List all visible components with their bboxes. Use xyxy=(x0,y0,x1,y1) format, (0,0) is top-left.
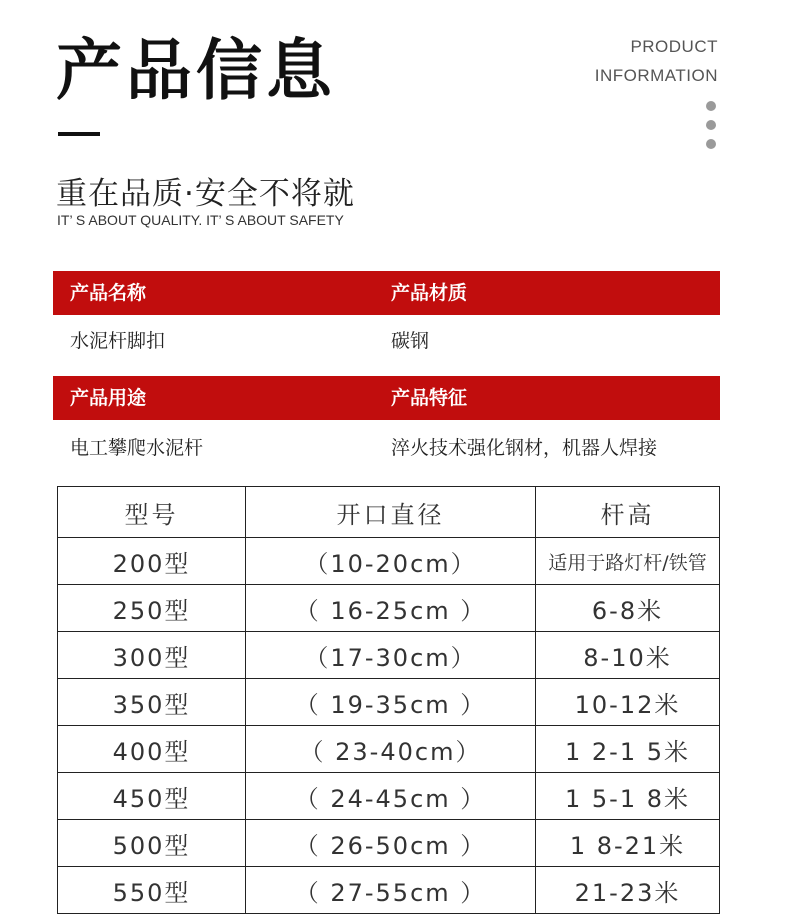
product-feature-label: 产品特征 xyxy=(391,387,468,409)
opening-diameter-cell: （ 16-25cm ） xyxy=(246,585,536,632)
title-underline-dash xyxy=(58,132,100,136)
english-title xyxy=(595,32,718,90)
model-cell: 550型 xyxy=(58,867,246,914)
vertical-dots-icon xyxy=(706,101,718,158)
opening-diameter-cell: （ 23-40cm） xyxy=(246,726,536,773)
info-header-bar-1 xyxy=(53,271,720,315)
product-usage-label: 产品用途 xyxy=(70,387,147,409)
model-cell: 400型 xyxy=(58,726,246,773)
product-usage-value: 电工攀爬水泥杆 xyxy=(70,437,204,459)
table-row xyxy=(58,820,720,867)
info-header-bar-2 xyxy=(53,376,720,420)
table-row xyxy=(58,679,720,726)
model-cell: 500型 xyxy=(58,820,246,867)
dot xyxy=(706,101,716,111)
subtitle-english: IT’ S ABOUT QUALITY. IT’ S ABOUT SAFETY xyxy=(57,212,344,228)
product-material-value: 碳钢 xyxy=(391,330,430,352)
table-row xyxy=(58,585,720,632)
opening-diameter-cell: （ 24-45cm ） xyxy=(246,773,536,820)
pole-height-cell: 1 2-1 5米 xyxy=(536,726,720,773)
header-model: 型号 xyxy=(58,487,246,538)
table-row xyxy=(58,632,720,679)
dot xyxy=(706,139,716,149)
model-cell: 250型 xyxy=(58,585,246,632)
opening-diameter-cell: （17-30cm） xyxy=(246,632,536,679)
info-value-row-2 xyxy=(53,423,720,473)
table-row xyxy=(58,538,720,585)
pole-height-cell: 8-10米 xyxy=(536,632,720,679)
opening-diameter-cell: （10-20cm） xyxy=(246,538,536,585)
info-value-row-1 xyxy=(53,316,720,366)
english-title-line-1: PRODUCT xyxy=(630,37,718,56)
opening-diameter-cell: （ 27-55cm ） xyxy=(246,867,536,914)
product-name-value: 水泥杆脚扣 xyxy=(70,330,166,352)
product-feature-value: 淬火技术强化钢材，机器人焊接 xyxy=(391,437,658,459)
opening-diameter-cell: （ 26-50cm ） xyxy=(246,820,536,867)
table-row xyxy=(58,726,720,773)
page-title: 产品信息 xyxy=(56,32,336,109)
subtitle: 重在品质·安全不将就 xyxy=(56,176,355,212)
pole-height-cell: 6-8米 xyxy=(536,585,720,632)
header-opening-diameter: 开口直径 xyxy=(246,487,536,538)
spec-table xyxy=(57,486,720,914)
product-name-label: 产品名称 xyxy=(70,282,147,304)
header-pole-height: 杆高 xyxy=(536,487,720,538)
pole-height-cell: 适用于路灯杆/铁管 xyxy=(536,538,720,585)
model-cell: 200型 xyxy=(58,538,246,585)
table-row xyxy=(58,773,720,820)
table-row xyxy=(58,867,720,914)
pole-height-cell: 10-12米 xyxy=(536,679,720,726)
model-cell: 450型 xyxy=(58,773,246,820)
pole-height-cell: 1 8-21米 xyxy=(536,820,720,867)
product-material-label: 产品材质 xyxy=(391,282,468,304)
dot xyxy=(706,120,716,130)
opening-diameter-cell: （ 19-35cm ） xyxy=(246,679,536,726)
table-header-row xyxy=(58,487,720,538)
english-title-line-2: INFORMATION xyxy=(594,66,718,85)
model-cell: 350型 xyxy=(58,679,246,726)
model-cell: 300型 xyxy=(58,632,246,679)
pole-height-cell: 1 5-1 8米 xyxy=(536,773,720,820)
pole-height-cell: 21-23米 xyxy=(536,867,720,914)
